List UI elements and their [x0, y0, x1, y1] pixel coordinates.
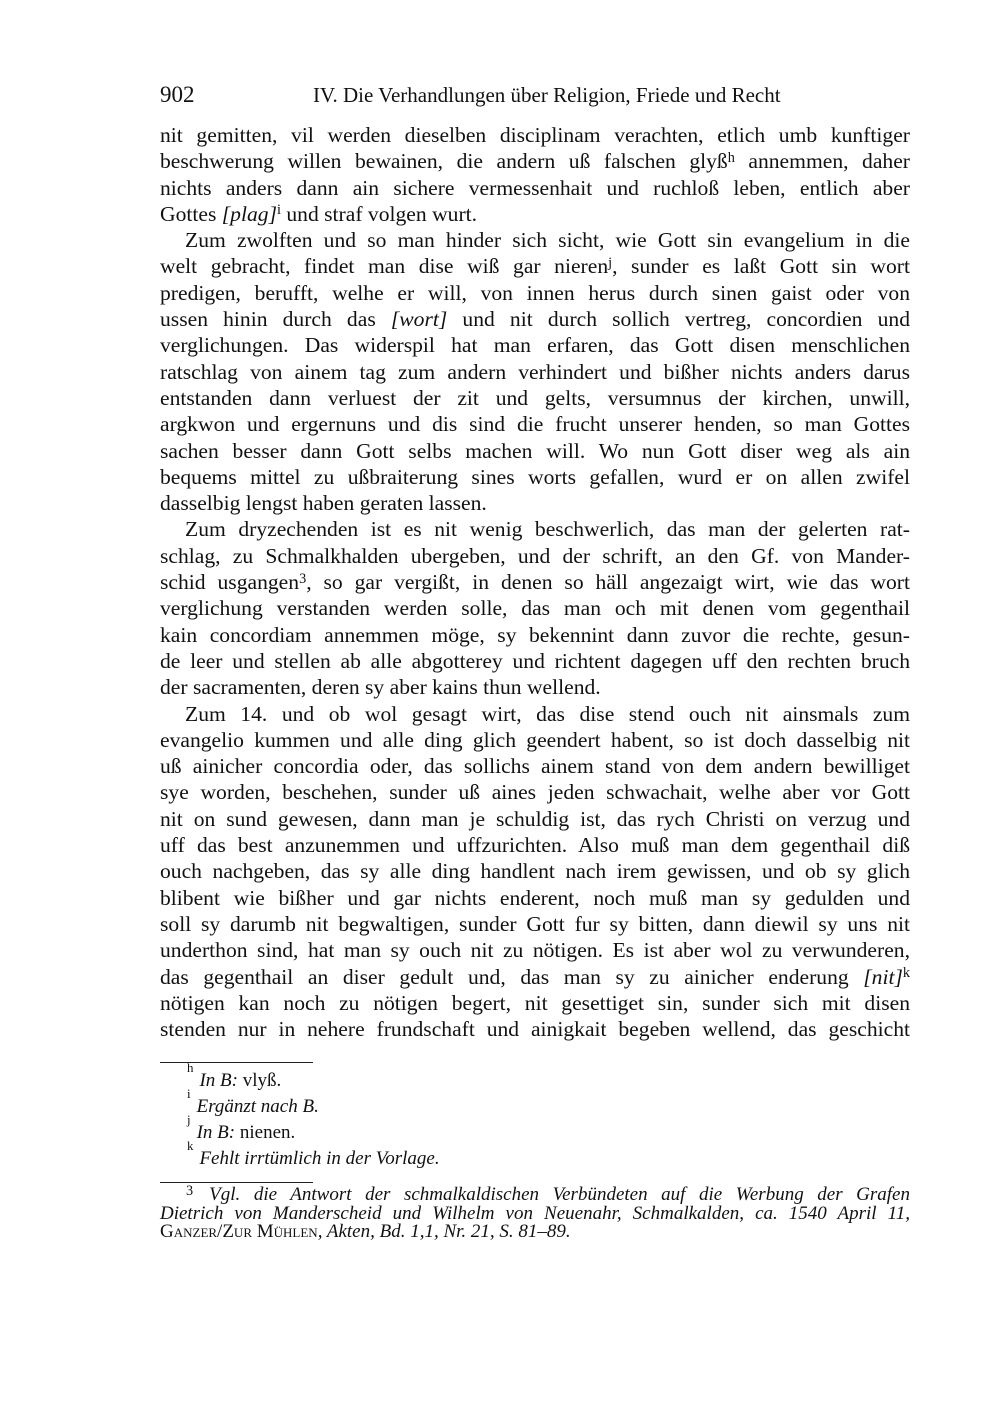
text-line: dasselbig lengst haben geraten lassen.	[160, 491, 487, 516]
text-line: nit on sund gewesen, dann man je schuldig ist, das rych Christi on verzug und	[160, 806, 910, 831]
footnote-author: Ganzer/Zur Mühlen	[160, 1221, 318, 1242]
text-line: ouch nachgeben, das sy alle ding handlent nach irem gewissen, und ob sy glich	[160, 859, 910, 884]
text-line: entstanden dann verluest der zit und gelts, versumnus der kirchen, unwill,	[160, 385, 910, 410]
text-line: Zum dryzechenden ist es nit wenig beschwerlich, das man der gelerten rat-	[185, 517, 910, 542]
text-line: nötigen kan noch zu nötigen begert, nit gesettiget sin, sunder sich mit disen	[160, 990, 910, 1015]
footnote-line: Ganzer/Zur Mühlen, Akten, Bd. 1,1, Nr. 21, S. 81–89.	[160, 1221, 571, 1242]
paragraph-1	[160, 122, 910, 227]
text-line: verglichung verstanden werden solle, das man och mit denen vom gegenthail	[160, 596, 910, 621]
textual-note: $^k$Fehlt irrtümlich in der Vorlage.	[187, 1138, 440, 1169]
paragraph-2	[160, 227, 910, 516]
page-number: 902	[160, 82, 195, 107]
text-line: sachen besser dann Gott selbs machen will. Wo nun Gott diser weg als ain	[160, 438, 910, 463]
text-line: uß ainicher concordia oder, das sollichs ainem stand von dem andern bewilliget	[160, 754, 910, 779]
text-line: nit gemitten, vil werden dieselben disciplinam verachten, etlich umb kunftiger	[160, 123, 910, 147]
text-line: Zum zwolften und so man hinder sich sicht, wie Gott sin evangelium in die	[185, 228, 910, 253]
text-line: der sacramenten, deren sy aber kains thun wellend.	[160, 675, 601, 700]
text-line: uff das best anzunemmen und uffzurichten. Also muß man dem gegenthail diß	[160, 833, 910, 858]
textual-note: $^i$Ergänzt nach B.	[187, 1086, 319, 1117]
textual-note: $^h$In B: vlyß.	[187, 1060, 282, 1091]
text-line: sye worden, beschehen, sunder uß aines jeden schwachait, welhe aber vor Gott	[160, 780, 910, 805]
text-line: Gottes [plag]$^i$ und straf volgen wurt.	[160, 201, 478, 226]
page-header	[160, 80, 910, 110]
footnote-3	[160, 1183, 910, 1242]
text-line: beschwerung willen bewainen, die andern uß falschen glyß$^h$ annemmen, daher	[160, 149, 910, 174]
text-line: nichts anders dann ain sichere vermessenhait und ruchloß leben, entlich aber	[160, 175, 910, 200]
text-line: bequems mittel zu ußbraiterung sines worts gefallen, wurd er on allen zwifel	[160, 464, 910, 489]
text-line: soll sy darumb nit begwaltigen, sunder Gott fur sy bitten, dann diewil sy uns nit	[160, 911, 910, 936]
text-line: ratschlag von ainem tag zum andern verhindert und bißher nichts anders darus	[160, 359, 910, 384]
editorial-insertion: [wort]	[390, 307, 448, 332]
text-line: welt gebracht, findet man dise wiß gar nieren$^j$, sunder es laßt Gott sin wort	[160, 254, 910, 279]
footnote-line: $^3$ Vgl. die Antwort der schmalkaldischen Verbündeten auf die Werbung der Grafen	[186, 1183, 910, 1205]
editorial-insertion: [plag]	[221, 201, 277, 226]
text-line: schlag, zu Schmalkhalden ubergeben, und der schrift, an den Gf. von Mander-	[160, 543, 910, 568]
text-line: schid usgangen$^3$, so gar vergißt, in denen so häll angezaigt wirt, wie das wort	[160, 570, 910, 595]
text-line: das gegenthail an diser gedult und, das man sy zu ainicher enderung [nit]$^k$	[160, 964, 910, 989]
main-text	[160, 122, 910, 1042]
footnotes-divider	[160, 1182, 313, 1183]
text-line: stenden nur in nehere frundschaft und ainigkait begeben wellend, das geschicht	[160, 1017, 910, 1042]
note-marker: j	[608, 255, 613, 272]
paragraph-4	[160, 701, 910, 1043]
paragraph-3	[160, 516, 910, 700]
textual-notes	[187, 1060, 887, 1172]
footnote-marker: 3	[299, 570, 307, 587]
text-line: predigen, berufft, welhe er will, von innen herus durch sinen gaist oder von	[160, 280, 910, 305]
textual-note: $^j$In B: nienen.	[187, 1112, 296, 1143]
text-line: argkwon und ergernuns und dis sind die frucht unserer henden, so man Gottes	[160, 412, 910, 437]
editorial-insertion: [nit]	[863, 964, 903, 989]
text-line: ussen hinin durch das [wort] und nit durch sollich vertreg, concordien und	[160, 307, 910, 332]
footnote-number: 3	[186, 1183, 194, 1200]
note-marker: k	[902, 965, 910, 982]
running-head: IV. Die Verhandlungen über Religion, Friede und Recht	[313, 83, 781, 107]
textual-notes-divider	[160, 1062, 313, 1063]
note-marker: i	[276, 202, 281, 219]
text-line: blibent wie bißher und gar nichts enderent, noch muß man sy gedulden und	[160, 885, 910, 910]
text-line: Zum 14. und ob wol gesagt wirt, das dise stend ouch nit ainsmals zum	[185, 701, 910, 726]
note-marker: h	[727, 149, 735, 166]
text-line: verglichungen. Das widerspil hat man erfaren, das Gott disen menschlichen	[160, 333, 910, 358]
footnote-line: Dietrich von Manderscheid und Wilhelm von Neuenahr, Schmalkalden, ca. 1540 April 11,	[160, 1203, 910, 1224]
text-line: de leer und stellen ab alle abgotterey und richtent dagegen uff den rechten bruch	[160, 648, 910, 673]
text-line: underthon sind, hat man sy ouch nit zu nötigen. Es ist aber wol zu verwunderen,	[160, 938, 910, 963]
text-line: evangelio kummen und alle ding glich geendert habent, so ist doch dasselbig nit	[160, 727, 910, 752]
text-line: kain concordiam annemmen möge, sy bekennint dann zuvor die rechte, gesun-	[160, 622, 910, 647]
